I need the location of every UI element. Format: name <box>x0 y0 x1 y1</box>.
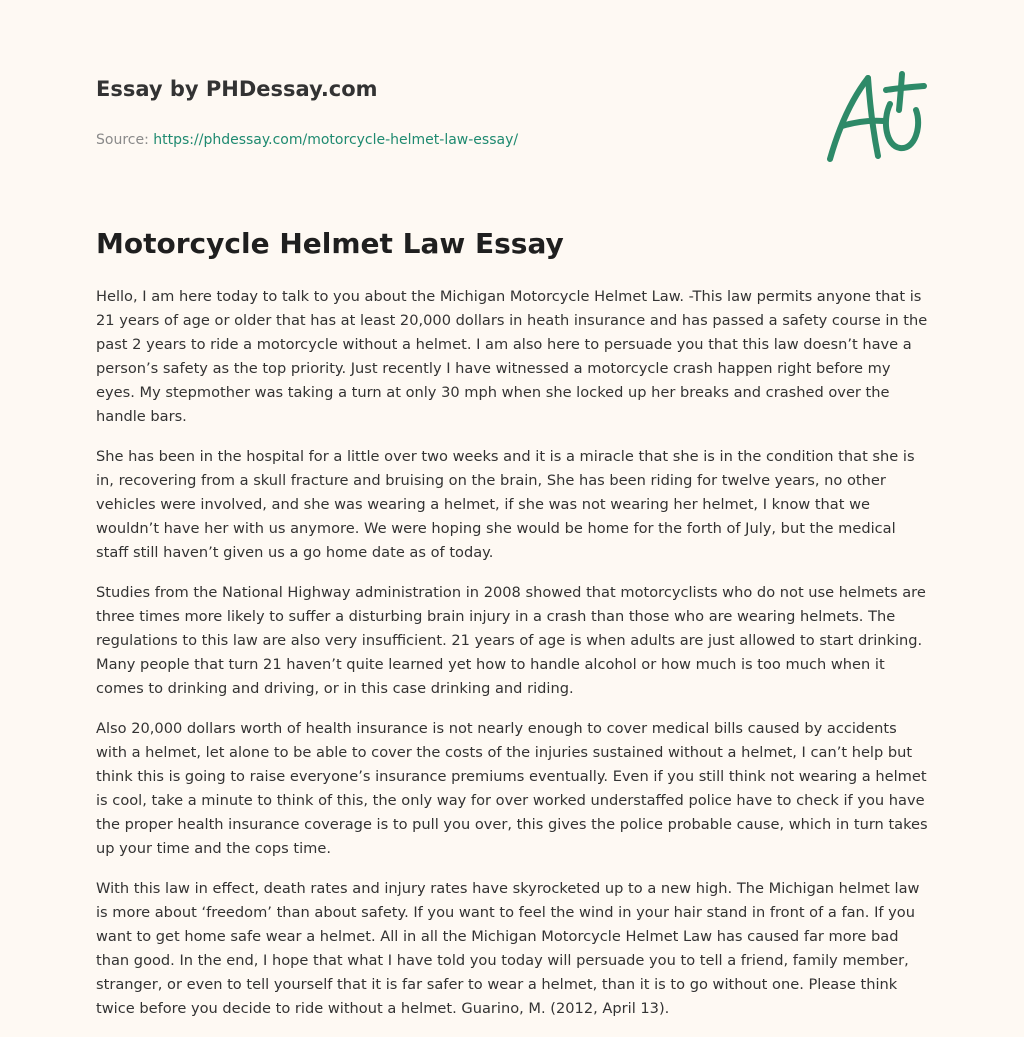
essay-body <box>96 285 930 1037</box>
source-label: Source: <box>96 132 149 148</box>
source-line <box>96 130 796 150</box>
essay-paragraph: Hello, I am here today to talk to you about the Michigan Motorcycle Helmet Law. -This law permits anyone that is 21 years of age or older that has at least 20,000 dollars in heath insurance and has passed a safety course in the past 2 years to ride a motorcycle without a helmet. I am also here to persuade you that this law doesn’t have a person’s safety as the top priority. Just recently I have witnessed a motorcycle crash happen right before my eyes. My stepmother was taking a turn at only 30 mph when she locked up her breaks and crashed over the handle bars. <box>96 288 928 425</box>
site-title: Essay by PHDessay.com <box>96 77 378 101</box>
essay-paragraph: With this law in effect, death rates and injury rates have skyrocketed up to a new high. The Michigan helmet law is more about ‘freedom’ than about safety. If you want to feel the wind in your hair stand in front of a fan. If you want to get home safe wear a helmet. All in all the Michigan Motorcycle Helmet Law has caused far more bad than good. In the end, I hope that what I have told you today will persuade you to tell a friend, family member, stranger, or even to tell yourself that it is far safer to wear a helmet, than it is to go without one. Please think twice before you decide to ride without a helmet. Guarino, M. (2012, April 13). <box>96 880 920 1017</box>
essay-paragraph: Studies from the National Highway administration in 2008 showed that motorcyclists who do not use helmets are three times more likely to suffer a disturbing brain injury in a crash than those who are wearing helmets. The regulations to this law are also very insufficient. 21 years of age is when adults are just allowed to start drinking. Many people that turn 21 haven’t quite learned yet how to handle alcohol or how much is too much when it comes to drinking and driving, or in this case drinking and riding. <box>96 584 926 697</box>
essay-paragraph: She has been in the hospital for a little over two weeks and it is a miracle that she is in the condition that she is in, recovering from a skull fracture and bruising on the brain, She has been riding for twelve years, no other vehicles were involved, and she was wearing a helmet, if she was not wearing her helmet, I know that we wouldn’t have her with us anymore. We were hoping she would be home for the forth of July, but the medical staff still haven’t given us a go home date as of today. <box>96 448 915 561</box>
essay-title: Motorcycle Helmet Law Essay <box>96 227 564 260</box>
a-plus-grade-icon <box>820 66 930 166</box>
source-link[interactable]: https://phdessay.com/motorcycle-helmet-law-essay/ <box>153 132 519 148</box>
document-header <box>96 74 796 150</box>
essay-paragraph: Also 20,000 dollars worth of health insurance is not nearly enough to cover medical bills caused by accidents with a helmet, let alone to be able to cover the costs of the injuries sustained without a helmet, I can’t help but think this is going to raise everyone’s insurance premiums eventually. Even if you still think not wearing a helmet is cool, take a minute to think of this, the only way for over worked understaffed police have to check if you have the proper health insurance coverage is to pull you over, this gives the police probable cause, which in turn takes up your time and the cops time. <box>96 720 928 857</box>
